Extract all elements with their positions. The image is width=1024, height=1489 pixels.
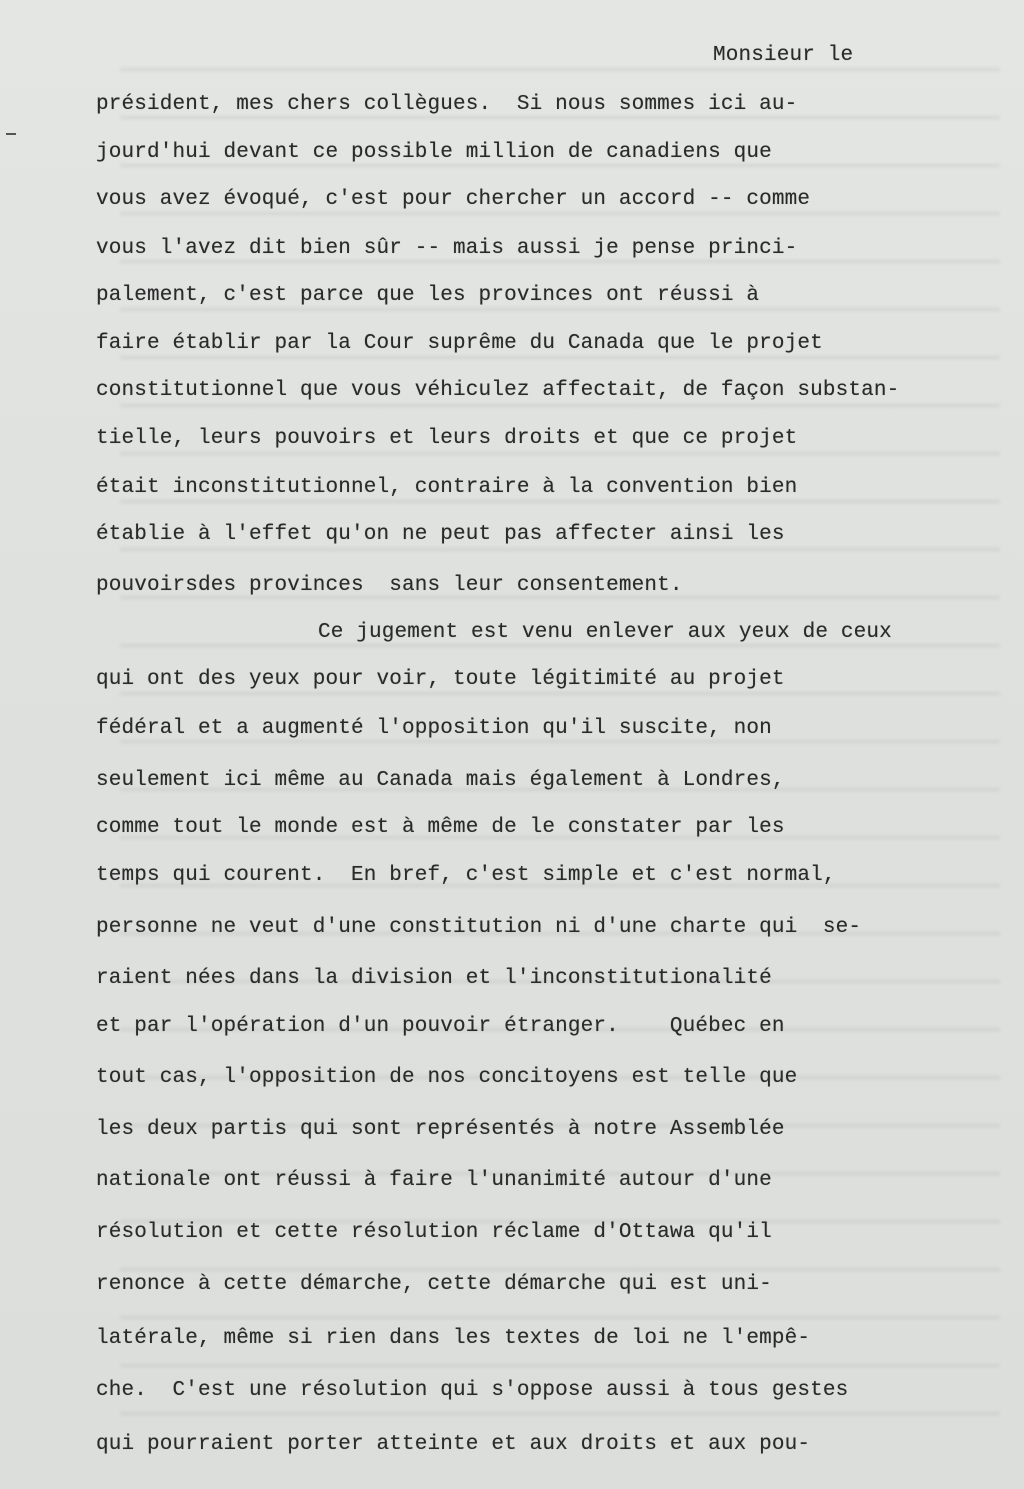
text-line: président, mes chers collègues. Si nous sommes ici au- [96,93,798,116]
text-line: fédéral et a augmenté l'opposition qu'il suscite, non [96,717,772,740]
text-line: nationale ont réussi à faire l'unanimité autour d'une [96,1169,772,1192]
text-line: palement, c'est parce que les provinces ont réussi à [96,284,760,307]
text-line: vous avez évoqué, c'est pour chercher un accord -- comme [96,188,811,211]
text-line: résolution et cette résolution réclame d'Ottawa qu'il [96,1221,772,1244]
text-line: latérale, même si rien dans les textes de loi ne l'empê- [96,1327,811,1350]
text-line: constitutionnel que vous véhiculez affectait, de façon substan- [96,379,900,402]
text-line: tielle, leurs pouvoirs et leurs droits et que ce projet [96,427,798,450]
margin-mark [6,133,16,135]
text-line: personne ne veut d'une constitution ni d'une charte qui se- [96,916,862,939]
text-line: vous l'avez dit bien sûr -- mais aussi je pense princi- [96,237,798,260]
text-line: faire établir par la Cour suprême du Canada que le projet [96,332,823,355]
text-line: les deux partis qui sont représentés à notre Assemblée [96,1118,785,1141]
text-line: jourd'hui devant ce possible million de canadiens que [96,141,772,164]
text-line: tout cas, l'opposition de nos concitoyens est telle que [96,1066,798,1089]
text-line: seulement ici même au Canada mais également à Londres, [96,769,785,792]
text-line: établie à l'effet qu'on ne peut pas affecter ainsi les [96,523,785,546]
text-line: était inconstitutionnel, contraire à la convention bien [96,476,798,499]
text-line: raient nées dans la division et l'inconstitutionalité [96,967,772,990]
text-line: pouvoirsdes provinces sans leur consentement. [96,574,683,597]
text-line: qui ont des yeux pour voir, toute légitimité au projet [96,668,785,691]
text-line: renonce à cette démarche, cette démarche qui est uni- [96,1273,772,1296]
text-line: Monsieur le [713,44,854,67]
text-line: Ce jugement est venu enlever aux yeux de ceux [318,621,892,644]
text-line: che. C'est une résolution qui s'oppose aussi à tous gestes [96,1379,849,1402]
text-line: qui pourraient porter atteinte et aux droits et aux pou- [96,1433,811,1456]
text-line: comme tout le monde est à même de le constater par les [96,816,785,839]
text-line: temps qui courent. En bref, c'est simple et c'est normal, [96,864,836,887]
text-line: et par l'opération d'un pouvoir étranger. Québec en [96,1015,785,1038]
